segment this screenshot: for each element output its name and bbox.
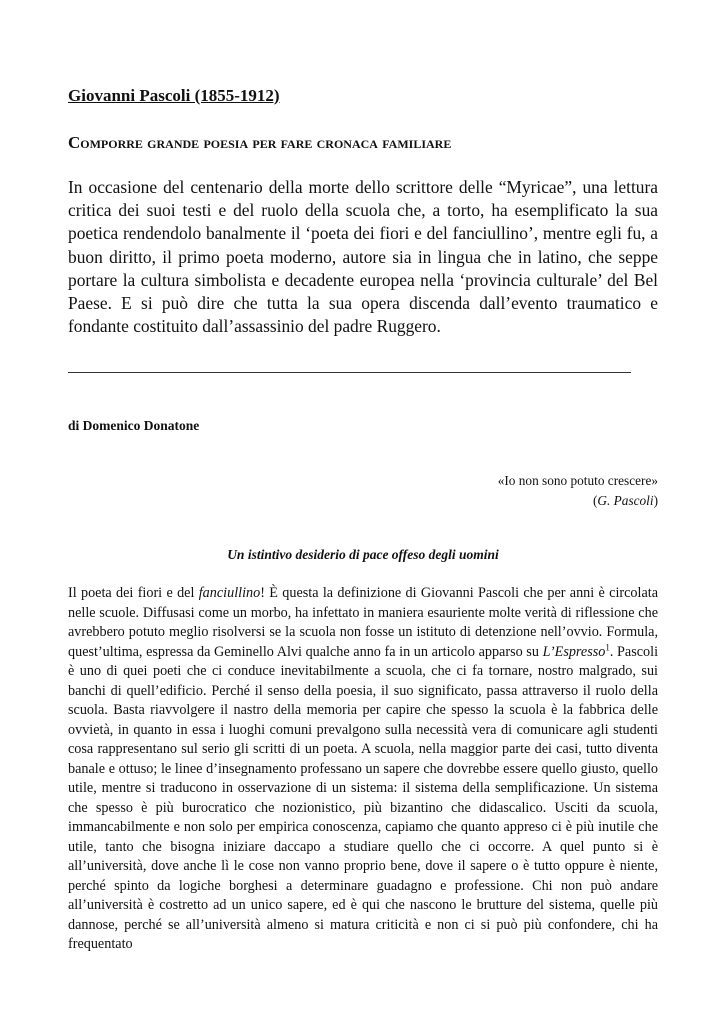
section-heading: Un istintivo desiderio di pace offeso degli uomini bbox=[227, 547, 499, 562]
body-fanciullino: fanciullino bbox=[198, 585, 261, 601]
article-subtitle: Comporre grande poesia per fare cronaca familiare bbox=[68, 133, 452, 152]
separator-rule bbox=[68, 372, 631, 373]
epigraph-close-paren: ) bbox=[653, 493, 658, 508]
epigraph-open-paren: ( bbox=[592, 493, 598, 508]
epigraph bbox=[498, 471, 658, 511]
epigraph-quote: «Io non sono potuto crescere» bbox=[497, 473, 658, 488]
article-title: Giovanni Pascoli (1855-1912) bbox=[68, 86, 280, 105]
body-text-part-3: . Pascoli è uno di quei poeti che ci conduce inevitabilmente a scuola, che ci fa tornare, nostro malgrado, sui banchi di quell’edificio. Perché il senso della poesia, il suo significato, passa attraverso il ruolo della scuola. Basta riavvolgere il nastro della memoria per capire che spesso la scuola è la fabbrica delle ovvietà, in quanto in essa i luoghi comuni prevalgono sulla necessità vera di comunicare agli studenti cosa rappresentano sul serio gli scritti di un poeta. A scuola, nella maggior parte dei casi, tutto diventa banale e ottuso; le linee d’insegnamento professano un sapere che dovrebbe essere quello giusto, quello utile, mentre si traducono in osservazione di un sistema: il sistema della semplificazione. Un sistema che spesso è più burocratico che nozionistico, più bizantino che didascalico. Usciti da scuola, immancabilmente e non solo per empirica conoscenza, capiamo che quanto appreso ci è più inutile che utile, tanto che bisogna iniziare daccapo a studiare quello che ci occorre. A quel punto si è all’università, dove anche lì le cose non vanno proprio bene, dove il sapere o è tutto oppure è niente, perché spinto da logiche borghesi a determinare guadagno e professione. Chi non può andare all’università è costretto ad un unico sapere, ed è qui che nascono le brutture del sistema, quelle più dannose, perché se all’università almeno si matura criticità e non ci si può più confondere, chi ha frequentato bbox=[68, 643, 659, 952]
abstract-paragraph: In occasione del centenario della morte dello scrittore delle “Myricae”, una lettura critica dei suoi testi e del ruolo della scuola che, a torto, ha esemplificato la sua poetica rendendolo banalmente il ‘poeta dei fiori e del fanciullino’, mentre egli fu, a buon diritto, il primo poeta moderno, autore sia in lingua che in latino, che seppe portare la cultura simbolista e decadente europea nella ‘provincia culturale’ del Bel Paese. E si può dire che tutta la sua opera discenda dall’evento traumatico e fondante costituito dall’assassinio del padre Ruggero. bbox=[68, 177, 658, 337]
body-text-part-2: ! È questa la definizione di Giovanni Pascoli che per anni è circolata nelle scuole. Diffusasi come un morbo, ha infettato in maniera esauriente molte verità di riflessione che avrebbero potuto meglio risolversi se la scuola non fosse un istituto di detenzione nell’ovvio. Formula, quest’ultima, espressa da Geminello Alvi qualche anno fa in un articolo apparso su bbox=[68, 585, 658, 660]
epigraph-source: G. Pascoli bbox=[597, 493, 654, 508]
body-text-part-1: Il poeta dei fiori e del bbox=[68, 585, 199, 601]
footnote-marker[interactable]: 1 bbox=[605, 641, 610, 652]
author-byline: di Domenico Donatone bbox=[68, 418, 200, 433]
body-espresso: L’Espresso bbox=[542, 643, 606, 660]
epigraph-attribution bbox=[498, 491, 658, 511]
body-paragraph bbox=[68, 584, 658, 955]
